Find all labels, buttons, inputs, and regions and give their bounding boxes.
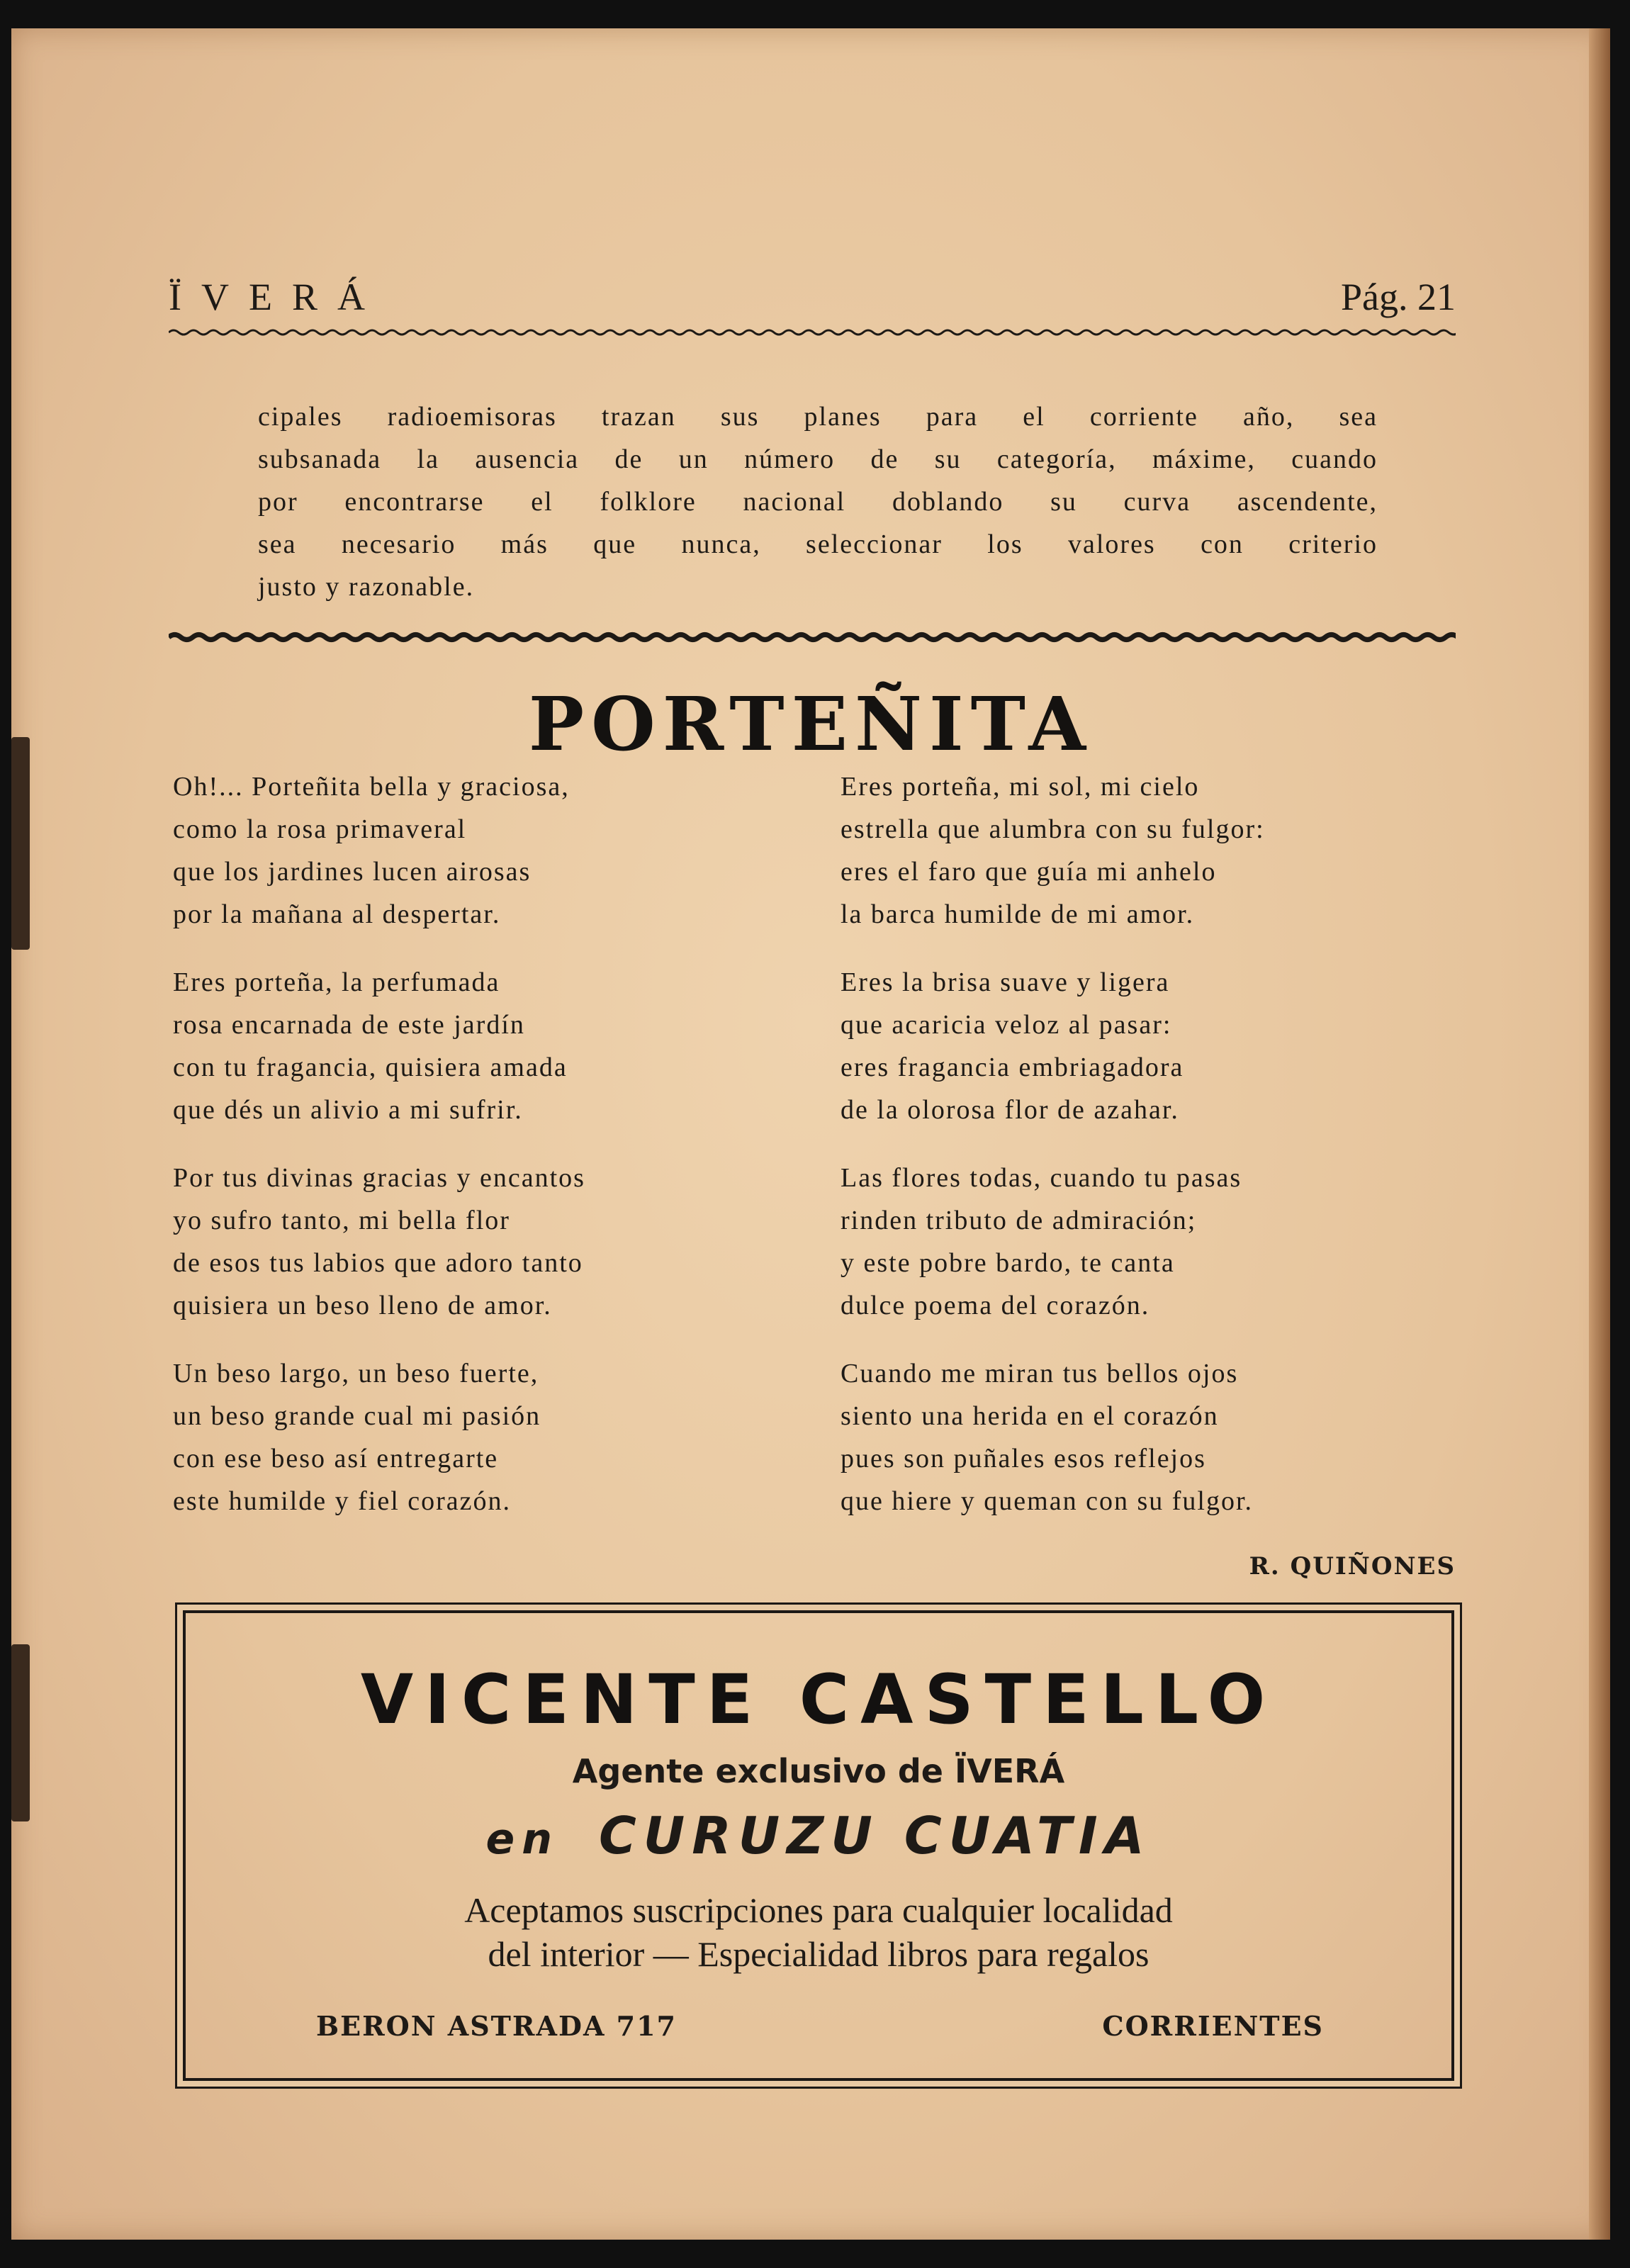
- verse-line: rinden tributo de admiración;: [841, 1206, 1197, 1235]
- verse-line: Eres la brisa suave y ligera: [841, 967, 1170, 997]
- stanza: [173, 765, 811, 936]
- verse-line: de esos tus labios que adoro tanto: [173, 1248, 583, 1278]
- verse-line: por la mañana al despertar.: [173, 899, 501, 929]
- prose-line: por encontrarse el folklore nacional doblando su curva ascendente,: [258, 487, 1378, 517]
- verse-line: dulce poema del corazón.: [841, 1291, 1150, 1320]
- verse-line: este humilde y fiel corazón.: [173, 1486, 512, 1516]
- stanza: [841, 765, 1478, 936]
- verse-line: Un beso largo, un beso fuerte,: [173, 1359, 539, 1388]
- stanza: [841, 961, 1478, 1131]
- stanza: [173, 1352, 811, 1522]
- verse-line: Cuando me miran tus bellos ojos: [841, 1359, 1239, 1388]
- verse-line: Eres porteña, mi sol, mi cielo: [841, 772, 1200, 802]
- page-header: [169, 275, 1456, 325]
- verse-line: Las flores todas, cuando tu pasas: [841, 1163, 1242, 1193]
- verse-line: un beso grande cual mi pasión: [173, 1401, 541, 1431]
- book-spine-edge: [1589, 28, 1610, 2240]
- prose-paragraph: [258, 395, 1378, 608]
- poem-title: PORTEÑITA: [528, 680, 1094, 768]
- binding-thread-bottom: [11, 1644, 30, 1821]
- verse-line: y este pobre bardo, te canta: [841, 1248, 1175, 1278]
- verse-line: con ese beso así entregarte: [173, 1444, 499, 1473]
- ad-province: CORRIENTES: [1102, 2010, 1324, 2042]
- verse-line: pues son puñales esos reflejos: [841, 1444, 1206, 1473]
- verse-line: que los jardines lucen airosas: [173, 857, 532, 887]
- verse-line: yo sufro tanto, mi bella flor: [173, 1206, 510, 1235]
- verse-line: de la olorosa flor de azahar.: [841, 1095, 1179, 1125]
- ad-city-line: [186, 1806, 1451, 1865]
- ad-city-prefix: en: [485, 1814, 559, 1864]
- verse-line: estrella que alumbra con su fulgor:: [841, 814, 1265, 844]
- stanza: [173, 1157, 811, 1327]
- verse-line: Por tus divinas gracias y encantos: [173, 1163, 585, 1193]
- header-wavy-rule: [169, 325, 1456, 340]
- stanza: [841, 1352, 1478, 1522]
- poem-right-column: [841, 765, 1478, 1548]
- prose-line: sea necesario más que nunca, seleccionar los valores con criterio: [258, 529, 1378, 559]
- verse-line: rosa encarnada de este jardín: [173, 1010, 525, 1040]
- page-number: Pág. 21: [1341, 276, 1456, 318]
- prose-line: subsanada la ausencia de un número de su categoría, máxime, cuando: [258, 444, 1378, 474]
- ad-subscription-line: Aceptamos suscripciones para cualquier localidad: [464, 1890, 1173, 1930]
- verse-line: eres el faro que guía mi anhelo: [841, 857, 1217, 887]
- ad-specialty-line: del interior — Especialidad libros para regalos: [488, 1934, 1150, 1974]
- verse-line: que acaricia veloz al pasar:: [841, 1010, 1172, 1040]
- ad-city-name: CURUZU CUATIA: [598, 1806, 1152, 1865]
- verse-line: con tu fragancia, quisiera amada: [173, 1052, 568, 1082]
- stanza: [841, 1157, 1478, 1327]
- poem-left-column: [173, 765, 811, 1548]
- verse-line: siento una herida en el corazón: [841, 1401, 1219, 1431]
- verse-line: la barca humilde de mi amor.: [841, 899, 1195, 929]
- stanza: [173, 961, 811, 1131]
- verse-line: que dés un alivio a mi sufrir.: [173, 1095, 523, 1125]
- verse-line: como la rosa primaveral: [173, 814, 467, 844]
- verse-line: eres fragancia embriagadora: [841, 1052, 1184, 1082]
- magazine-page: [11, 28, 1610, 2240]
- magazine-title: ÏVERÁ: [169, 276, 385, 318]
- ad-address: BERON ASTRADA 717: [316, 2010, 677, 2042]
- ad-agent-line: Agente exclusivo de ÏVERÁ: [572, 1752, 1065, 1790]
- verse-line: Eres porteña, la perfumada: [173, 967, 500, 997]
- verse-line: que hiere y queman con su fulgor.: [841, 1486, 1254, 1516]
- prose-line: cipales radioemisoras trazan sus planes para el corriente año, sea: [258, 402, 1378, 432]
- binding-thread-top: [11, 737, 30, 950]
- section-ornamental-rule: [169, 628, 1456, 646]
- verse-line: Oh!... Porteñita bella y graciosa,: [173, 772, 570, 802]
- poem-author: R. QUIÑONES: [1249, 1552, 1456, 1581]
- verse-line: quisiera un beso lleno de amor.: [173, 1291, 552, 1320]
- ad-business-name: VICENTE CASTELLO: [360, 1660, 1277, 1739]
- prose-line: justo y razonable.: [258, 572, 475, 602]
- advertisement-box: [183, 1610, 1454, 2081]
